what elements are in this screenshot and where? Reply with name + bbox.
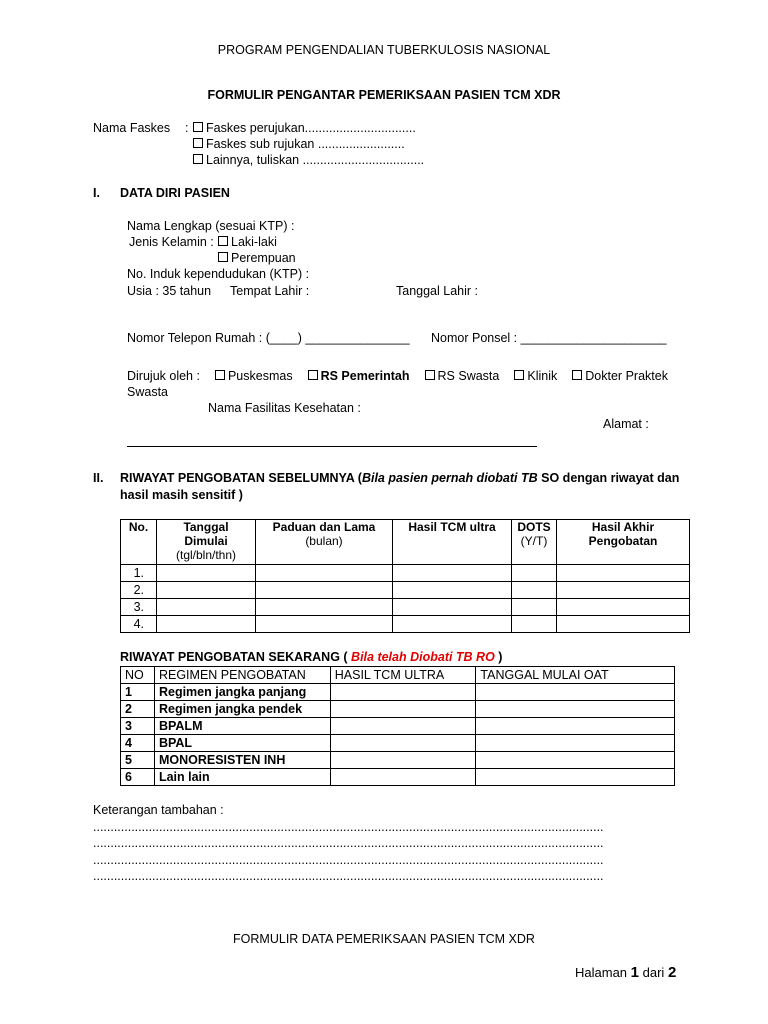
table-row: 1 Regimen jangka panjang [121,684,675,701]
alamat-underline [127,446,537,447]
form-title: FORMULIR PENGANTAR PEMERIKSAAN PASIEN TCM XDR [207,88,561,102]
table-row: 2 Regimen jangka pendek [121,701,675,718]
checkbox-icon[interactable] [193,154,203,164]
keterangan-line[interactable]: ................................................................................................................................................... [93,820,604,834]
dirujuk-row [127,369,668,383]
dirujuk-option-rs-swasta[interactable]: RS Swasta [425,369,500,383]
keterangan-line[interactable]: ................................................................................................................................................... [93,853,604,867]
riwayat-sekarang-table [120,666,675,786]
telepon-rumah-label: Nomor Telepon Rumah : (____) _______________ [127,331,410,345]
nik-label: No. Induk kependudukan (KTP) : [127,267,310,281]
col-header-no: No. [121,520,157,565]
jk-option-female[interactable]: Perempuan [218,251,296,265]
faskes-colon: : [185,121,189,135]
keterangan-line[interactable]: ................................................................................................................................................... [93,869,604,883]
section-2-title: RIWAYAT PENGOBATAN SEBELUMNYA (Bila pasien pernah diobati TB SO dengan riwayat dan [120,471,680,485]
faskes-option-perujukan[interactable]: Faskes perujukan................................ [193,121,416,135]
checkbox-icon[interactable] [218,252,228,262]
checkbox-icon[interactable] [215,370,225,380]
checkbox-icon[interactable] [425,370,435,380]
col-header-regimen: REGIMEN PENGOBATAN [154,667,330,684]
riwayat-sebelumnya-table [120,519,690,633]
section-2-title-cont: hasil masih sensitif ) [120,488,243,502]
program-title: PROGRAM PENGENDALIAN TUBERKULOSIS NASIONAL [217,43,551,57]
dirujuk-option-rs-pemerintah[interactable]: RS Pemerintah [308,369,410,383]
table-row: 3 BPALM [121,718,675,735]
jk-option-male[interactable]: Laki-laki [218,235,277,249]
checkbox-icon[interactable] [308,370,318,380]
table-row: 4 BPAL [121,735,675,752]
footer-form-title: FORMULIR DATA PEMERIKSAAN PASIEN TCM XDR [233,932,535,946]
dirujuk-option-klinik[interactable]: Klinik [514,369,557,383]
section-1-title: DATA DIRI PASIEN [120,186,230,200]
dirujuk-option-puskesmas[interactable]: Puskesmas [215,369,293,383]
col-header-dots: DOTS (Y/T) [512,520,557,565]
table-row: 5 MONORESISTEN INH [121,752,675,769]
dirujuk-swasta-text: Swasta [127,385,168,399]
checkbox-icon[interactable] [572,370,582,380]
dirujuk-option-dokter[interactable]: Dokter Praktek [572,369,668,383]
dirujuk-label: Dirujuk oleh : [127,369,200,383]
col-header-tanggal-mulai: TANGGAL MULAI OAT [476,667,675,684]
page-indicator: Halaman 1 dari 2 [575,964,677,981]
table-row: 4. [121,616,690,633]
fasilitas-kesehatan-label: Nama Fasilitas Kesehatan : [208,401,361,415]
table-header-row [121,667,675,684]
table-row: 1. [121,565,690,582]
tanggal-lahir-label: Tanggal Lahir : [396,284,479,298]
col-header-hasil-tcm: Hasil TCM ultra [393,520,512,565]
checkbox-icon[interactable] [193,138,203,148]
alamat-label: Alamat : [603,417,649,431]
table-row: 6 Lain lain [121,769,675,786]
col-header-hasil-akhir: Hasil Akhir Pengobatan [557,520,690,565]
col-header-no: NO [121,667,155,684]
faskes-option-lainnya[interactable]: Lainnya, tuliskan ................................... [193,153,424,167]
section-3-title: RIWAYAT PENGOBATAN SEKARANG ( Bila telah Diobati TB RO ) [120,650,503,664]
keterangan-line[interactable]: ................................................................................................................................................... [93,836,604,850]
table-row: 2. [121,582,690,599]
col-header-tanggal: Tanggal Dimulai (tgl/bln/thn) [157,520,256,565]
checkbox-icon[interactable] [514,370,524,380]
nama-lengkap-label: Nama Lengkap (sesuai KTP) : [127,219,295,233]
col-header-hasil-tcm: HASIL TCM ULTRA [330,667,476,684]
section-2-number: II. [93,471,104,485]
tempat-lahir-label: Tempat Lahir : [230,284,310,298]
nomor-ponsel-label: Nomor Ponsel : _____________________ [431,331,667,345]
jenis-kelamin-label: Jenis Kelamin : [129,235,214,249]
table-header-row [121,520,690,565]
checkbox-icon[interactable] [218,236,228,246]
checkbox-icon[interactable] [193,122,203,132]
section-1-number: I. [93,186,100,200]
faskes-option-sub-rujukan[interactable]: Faskes sub rujukan ......................... [193,137,405,151]
table-row: 3. [121,599,690,616]
keterangan-label: Keterangan tambahan : [93,803,224,817]
faskes-label: Nama Faskes [93,121,171,135]
usia-label: Usia : 35 tahun [127,284,212,298]
col-header-paduan: Paduan dan Lama (bulan) [256,520,393,565]
